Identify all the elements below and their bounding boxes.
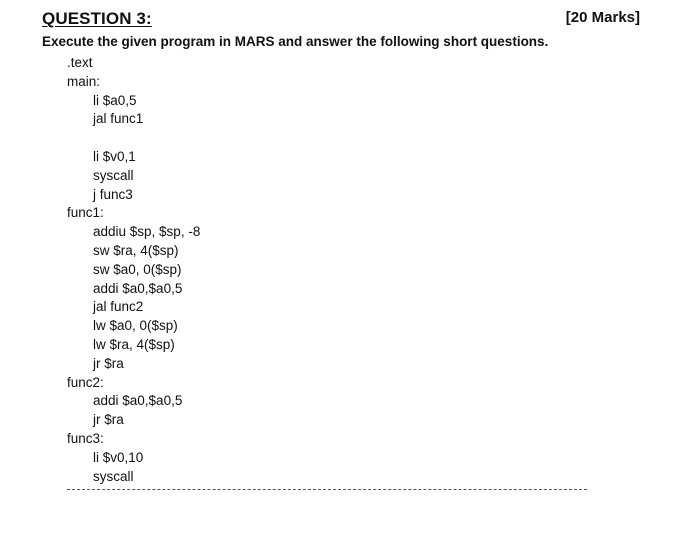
instruction-text: Execute the given program in MARS and answer the following short questions.	[42, 34, 549, 49]
code-instruction-line: li $v0,1	[93, 149, 136, 164]
code-label-line: main:	[67, 73, 101, 89]
code-instruction-line: syscall	[93, 468, 134, 484]
code-label-line: func1:	[67, 205, 104, 221]
question-header	[42, 9, 640, 31]
marks-label: [20 Marks]	[565, 9, 640, 26]
code-label-line: .text	[67, 55, 93, 70]
code-instruction-line: j func3	[93, 186, 133, 202]
code-instruction-line: lw $ra, 4($sp)	[93, 337, 175, 352]
code-instruction-line: jr $ra	[93, 355, 124, 371]
code-label-line: func2:	[67, 374, 104, 390]
code-instruction-line: addi $a0,$a0,5	[93, 393, 183, 409]
code-instruction-line: sw $ra, 4($sp)	[93, 243, 179, 258]
code-instruction-line: li $a0,5	[93, 92, 137, 108]
code-instruction-line: jal func2	[93, 299, 144, 315]
code-instruction-line: li $v0,10	[93, 449, 144, 465]
code-instruction-line: jal func1	[93, 111, 144, 127]
dashed-divider	[67, 489, 587, 490]
code-instruction-line: addiu $sp, $sp, -8	[93, 224, 201, 240]
code-instruction-line: sw $a0, 0($sp)	[93, 261, 182, 277]
question-title: QUESTION 3:	[42, 9, 152, 28]
code-instruction-line: jr $ra	[93, 412, 124, 428]
code-instruction-line: lw $a0, 0($sp)	[93, 318, 178, 334]
code-instruction-line: addi $a0,$a0,5	[93, 280, 183, 296]
code-instruction-line: syscall	[93, 167, 134, 183]
code-label-line: func3:	[67, 431, 104, 446]
